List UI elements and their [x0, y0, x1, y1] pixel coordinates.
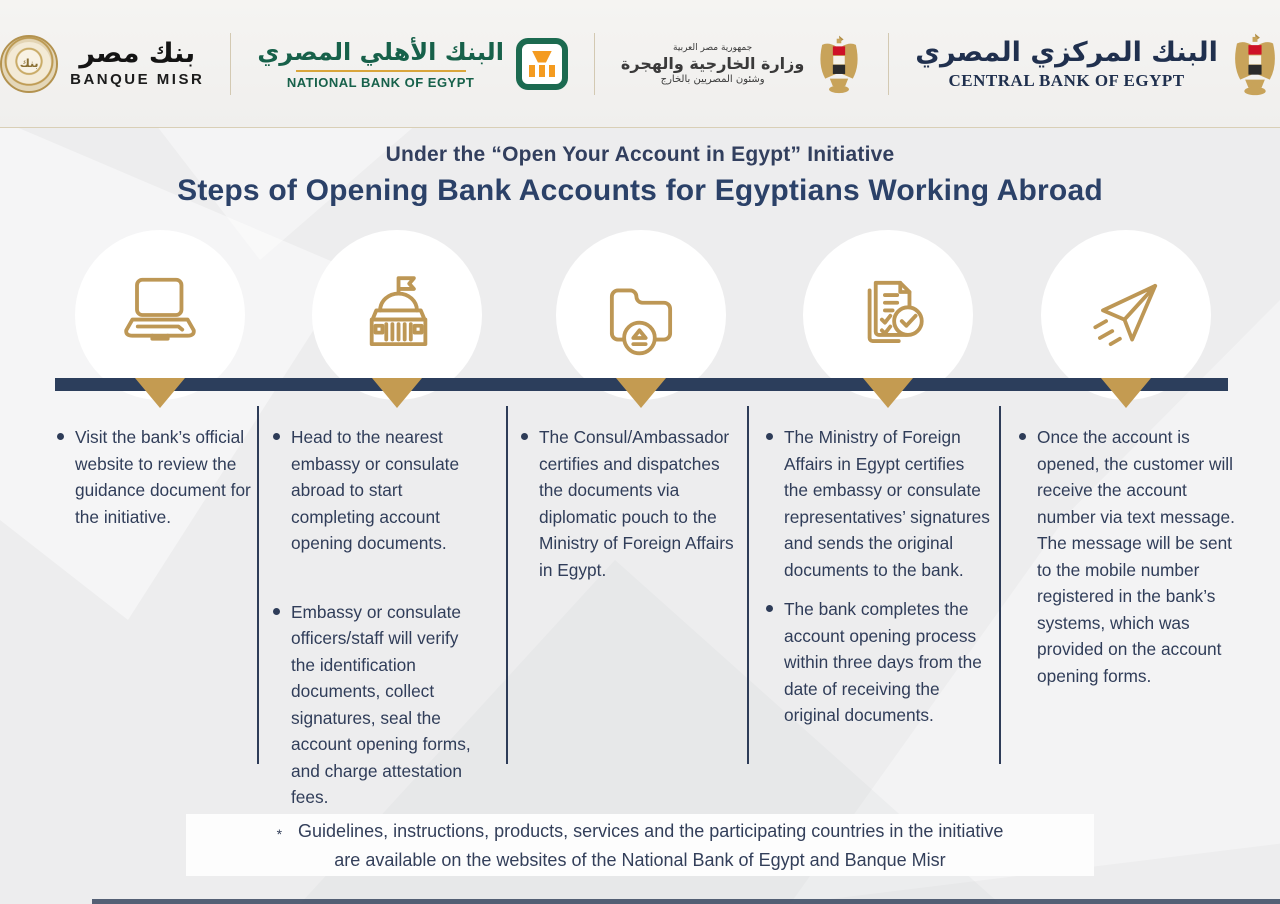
- page-title: Steps of Opening Bank Accounts for Egyptians Working Abroad: [177, 174, 1103, 207]
- step-bullet: Once the account is opened, the customer will receive the account number via text message. The message will be sent to the mobile number registered in the bank’s systems, which was provided on the account opening forms.: [1019, 424, 1235, 689]
- step-circle-5: [1041, 230, 1211, 400]
- logo-header: [0, 0, 1280, 128]
- timeline-arrow: [863, 378, 913, 408]
- step-circle-4: [803, 230, 973, 400]
- nbe-emblem-icon: [516, 38, 568, 90]
- nbe-wordmark: [257, 37, 504, 90]
- step-3-text: [521, 424, 745, 583]
- paper-plane-icon: [1080, 269, 1172, 361]
- embassy-building-icon: [351, 269, 443, 361]
- column-divider: [999, 406, 1001, 764]
- nbe-gold-rule: [296, 70, 466, 72]
- laptop-icon: [114, 269, 206, 361]
- step-1-text: [57, 424, 255, 530]
- footnote-box: [186, 814, 1094, 876]
- mofa-arabic-line2: وزارة الخارجية والهجرة: [620, 53, 805, 73]
- timeline-arrow: [1101, 378, 1151, 408]
- step-4-text: [766, 424, 992, 729]
- banque-misr-wordmark: [70, 39, 204, 88]
- logo-divider: [888, 33, 889, 95]
- timeline-arrow: [372, 378, 422, 408]
- banque-misr-arabic-name: بنك مصر: [79, 38, 196, 69]
- timeline-arrow: [616, 378, 666, 408]
- initiative-subtitle: Under the “Open Your Account in Egypt” Initiative: [385, 143, 895, 166]
- timeline-arrow: [135, 378, 185, 408]
- mofa-arabic-line3: وشئون المصريين بالخارج: [660, 73, 765, 85]
- nbe-latin-name: NATIONAL BANK OF EGYPT: [286, 75, 475, 90]
- footnote-line1: [277, 818, 1004, 847]
- footnote-text-line1: Guidelines, instructions, products, services and the participating countries in the initiative: [298, 820, 1004, 841]
- bottom-accent-bar: [92, 899, 1280, 904]
- step-bullet: The Ministry of Foreign Affairs in Egypt certifies the embassy or consulate representatives’ signatures and sends the original documents to the bank.: [766, 424, 992, 583]
- step-circle-3: [556, 230, 726, 400]
- mofa-wordmark: [621, 43, 804, 85]
- egypt-eagle-emblem-icon: [1230, 32, 1280, 96]
- national-bank-of-egypt-logo: [257, 37, 568, 90]
- banque-misr-emblem-icon: [0, 35, 58, 93]
- step-bullet: Head to the nearest embassy or consulate abroad to start completing account opening documents.: [273, 424, 485, 557]
- documents-check-icon: [842, 269, 934, 361]
- step-2-text: [273, 424, 485, 811]
- footnote-text-line2: are available on the websites of the National Bank of Egypt and Banque Misr: [334, 849, 946, 870]
- logo-divider: [594, 33, 595, 95]
- step-5-text: [1019, 424, 1235, 689]
- egypt-eagle-emblem-icon: [816, 34, 862, 94]
- nbe-arabic-name: البنك الأهلي المصري: [257, 38, 504, 66]
- folder-dispatch-icon: [595, 269, 687, 361]
- step-circle-2: [312, 230, 482, 400]
- cbe-wordmark: [915, 37, 1218, 91]
- logo-divider: [230, 33, 231, 95]
- asterisk-marker: *: [276, 825, 283, 842]
- step-bullet: Visit the bank’s official website to review the guidance document for the initiative.: [57, 424, 255, 530]
- column-divider: [747, 406, 749, 764]
- step-bullet: Embassy or consulate officers/staff will verify the identification documents, collect signatures, seal the account opening forms, and charge attestation fees.: [273, 599, 485, 811]
- central-bank-of-egypt-logo: [915, 32, 1280, 96]
- step-bullet: The Consul/Ambassador certifies and dispatches the documents via diplomatic pouch to the Ministry of Foreign Affairs in Egypt.: [521, 424, 745, 583]
- cbe-latin-name: CENTRAL BANK OF EGYPT: [948, 70, 1185, 90]
- ministry-of-foreign-affairs-logo: [621, 34, 862, 94]
- banque-misr-logo: [0, 35, 204, 93]
- mofa-arabic-line1: جمهورية مصر العربية: [673, 42, 753, 53]
- title-block: [0, 143, 1280, 208]
- step-circle-1: [75, 230, 245, 400]
- nbe-cup-glyph: [529, 51, 555, 77]
- column-divider: [257, 406, 259, 764]
- step-bullet: The bank completes the account opening process within three days from the date of receiving the original documents.: [766, 596, 992, 729]
- banque-misr-latin-name: BANQUE MISR: [70, 71, 205, 88]
- column-divider: [506, 406, 508, 764]
- cbe-arabic-name: البنك المركزي المصري: [915, 36, 1218, 68]
